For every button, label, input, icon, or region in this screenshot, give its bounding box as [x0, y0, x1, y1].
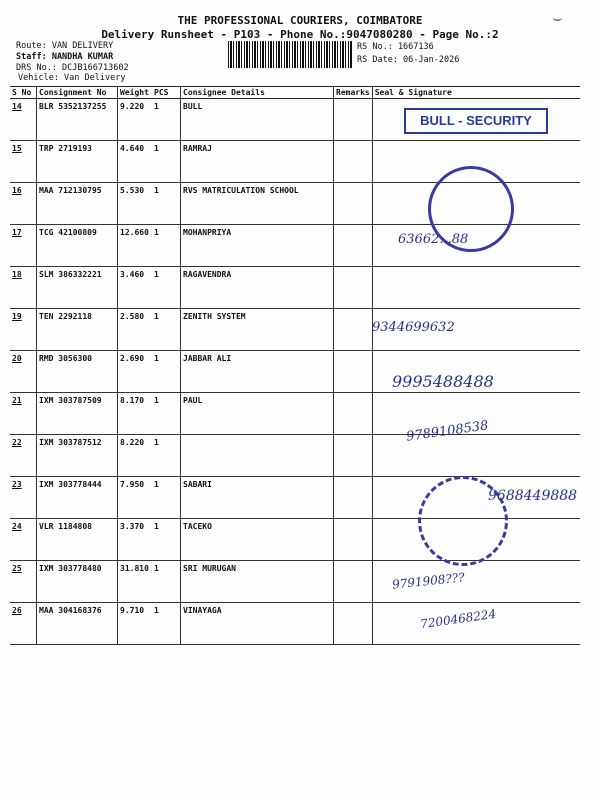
row-consignment: RMD 3056300 [37, 351, 118, 393]
row-consignment: IXM 303787509 [37, 393, 118, 435]
row-weight: 31.810 [118, 561, 153, 603]
table-row [10, 351, 580, 393]
row-remarks [334, 309, 373, 351]
table-row [10, 435, 580, 477]
handwritten-phone: 9995488488 [392, 372, 494, 391]
row-consignee: ZENITH SYSTEM [181, 309, 334, 351]
vehicle-text: Vehicle: Van Delivery [18, 73, 126, 83]
table-row [10, 267, 580, 309]
row-consignment: TEN 2292118 [37, 309, 118, 351]
handwritten-phone: 9688449888 [488, 488, 578, 504]
row-sno: 16 [10, 183, 37, 225]
row-consignee: JABBAR ALI [181, 351, 334, 393]
row-consignment: TRP 2719193 [37, 141, 118, 183]
row-weight: 2.690 [118, 351, 153, 393]
row-sno: 26 [10, 603, 37, 645]
row-pcs: 1 [152, 225, 181, 267]
col-consignment: Consignment No [37, 87, 118, 99]
row-pcs: 1 [152, 267, 181, 309]
row-weight: 4.640 [118, 141, 153, 183]
row-consignee: MOHANPRIYA [181, 225, 334, 267]
row-consignee: TACEKO [181, 519, 334, 561]
row-sno: 20 [10, 351, 37, 393]
handwritten-phone: 9344699632 [372, 320, 455, 335]
row-seal [372, 435, 580, 477]
row-sno: 15 [10, 141, 37, 183]
rs-number: RS No.: 1667136 [357, 42, 434, 52]
row-pcs: 1 [152, 309, 181, 351]
row-consignee: SABARI [181, 477, 334, 519]
row-consignment: IXM 303778480 [37, 561, 118, 603]
row-consignee [181, 435, 334, 477]
row-sno: 23 [10, 477, 37, 519]
row-pcs: 1 [152, 603, 181, 645]
table-row [10, 561, 580, 603]
row-remarks [334, 225, 373, 267]
col-pcs: PCS [152, 87, 181, 99]
row-sno: 21 [10, 393, 37, 435]
row-remarks [334, 393, 373, 435]
row-consignee: PAUL [181, 393, 334, 435]
handwritten-phone: 9791908??? [391, 570, 466, 592]
row-remarks [334, 477, 373, 519]
row-weight: 9.710 [118, 603, 153, 645]
row-seal [372, 267, 580, 309]
row-pcs: 1 [152, 477, 181, 519]
row-consignment: MAA 304168376 [37, 603, 118, 645]
barcode [228, 41, 353, 68]
row-sno: 22 [10, 435, 37, 477]
row-weight: 12.660 [118, 225, 153, 267]
col-seal: Seal & Signature [372, 87, 580, 99]
row-consignment: IXM 303778444 [37, 477, 118, 519]
bull-security-stamp: BULL - SECURITY [404, 108, 548, 134]
row-sno: 14 [10, 99, 37, 141]
row-consignment: MAA 712130795 [37, 183, 118, 225]
drs-text: DRS No.: DCJB166713602 [16, 63, 129, 73]
col-consignee: Consignee Details [181, 87, 334, 99]
runsheet-title: Delivery Runsheet - P103 - Phone No.:9047080280 - Page No.:2 [101, 28, 499, 41]
staff-text: Staff: NANDHA KUMAR [16, 52, 114, 62]
row-consignment: VLR 1184808 [37, 519, 118, 561]
row-weight: 8.220 [118, 435, 153, 477]
handwritten-phone: 9789108538 [405, 418, 490, 445]
row-sno: 19 [10, 309, 37, 351]
row-remarks [334, 603, 373, 645]
row-remarks [334, 561, 373, 603]
table-row [10, 309, 580, 351]
row-sno: 17 [10, 225, 37, 267]
check-mark-icon: ⌣ [552, 8, 563, 27]
row-pcs: 1 [152, 393, 181, 435]
row-consignee: RVS MATRICULATION SCHOOL [181, 183, 334, 225]
runsheet-table [10, 86, 580, 645]
row-pcs: 1 [152, 351, 181, 393]
row-consignment: BLR 5352137255 [37, 99, 118, 141]
row-weight: 2.580 [118, 309, 153, 351]
row-weight: 9.220 [118, 99, 153, 141]
company-title: THE PROFESSIONAL COURIERS, COIMBATORE [177, 14, 423, 27]
row-weight: 7.950 [118, 477, 153, 519]
row-consignee: VINAYAGA [181, 603, 334, 645]
row-weight: 5.530 [118, 183, 153, 225]
row-consignee: RAGAVENDRA [181, 267, 334, 309]
row-pcs: 1 [152, 141, 181, 183]
row-consignment: SLM 386332221 [37, 267, 118, 309]
row-remarks [334, 435, 373, 477]
rs-date: RS Date: 06-Jan-2026 [357, 55, 460, 65]
row-remarks [334, 141, 373, 183]
row-sno: 18 [10, 267, 37, 309]
row-consignment: TCG 42100809 [37, 225, 118, 267]
row-remarks [334, 267, 373, 309]
row-remarks [334, 99, 373, 141]
row-pcs: 1 [152, 561, 181, 603]
table-header-row [10, 87, 580, 99]
handwritten-phone: 63662...88 [398, 232, 469, 247]
route-text: Route: VAN DELIVERY [16, 41, 114, 51]
handwritten-phone: 7200468224 [419, 606, 497, 632]
row-consignee: SRI MURUGAN [181, 561, 334, 603]
row-sno: 24 [10, 519, 37, 561]
row-weight: 3.370 [118, 519, 153, 561]
row-consignee: BULL [181, 99, 334, 141]
row-remarks [334, 183, 373, 225]
row-pcs: 1 [152, 435, 181, 477]
row-consignment: IXM 303787512 [37, 435, 118, 477]
row-remarks [334, 351, 373, 393]
row-remarks [334, 519, 373, 561]
row-pcs: 1 [152, 519, 181, 561]
col-remarks: Remarks [334, 87, 373, 99]
col-weight: Weight [118, 87, 153, 99]
row-consignee: RAMRAJ [181, 141, 334, 183]
col-sno: S No [10, 87, 37, 99]
table-row [10, 393, 580, 435]
row-pcs: 1 [152, 183, 181, 225]
row-pcs: 1 [152, 99, 181, 141]
row-weight: 3.460 [118, 267, 153, 309]
row-weight: 8.170 [118, 393, 153, 435]
row-sno: 25 [10, 561, 37, 603]
